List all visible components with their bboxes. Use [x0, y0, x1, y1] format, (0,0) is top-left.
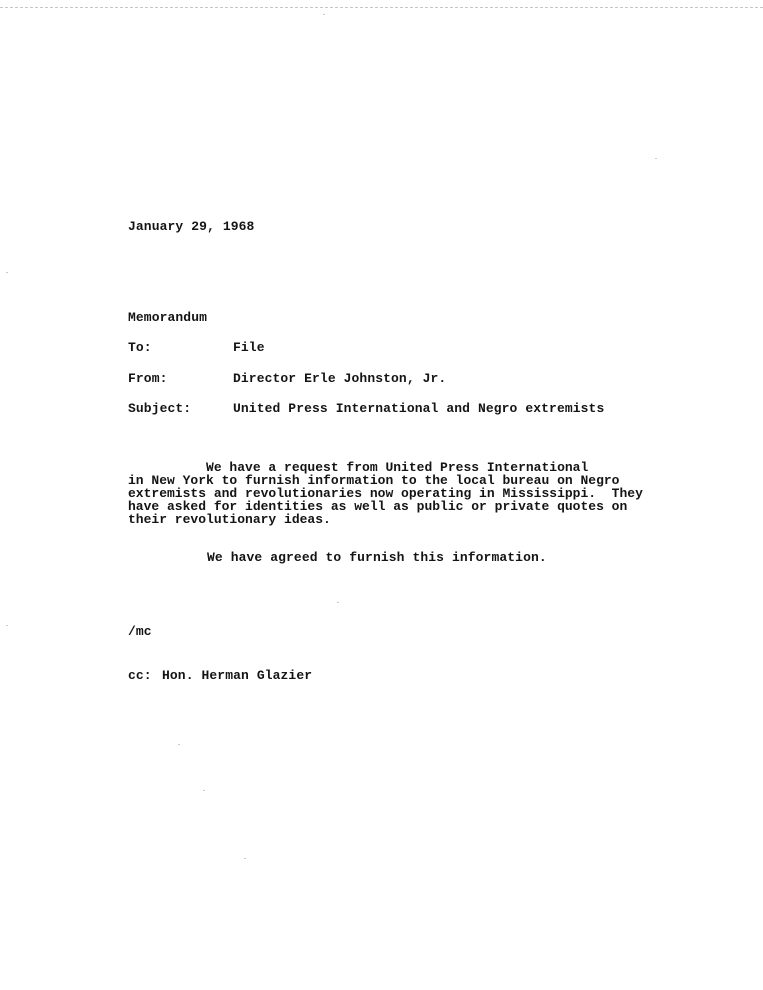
- from-value: Director Erle Johnston, Jr.: [233, 371, 447, 386]
- from-label: From:: [128, 371, 168, 386]
- to-label: To:: [128, 340, 152, 355]
- body-line: their revolutionary ideas.: [128, 512, 331, 527]
- body-line: extremists and revolutionaries now operating in Mississippi. They: [128, 486, 643, 501]
- body-line: have asked for identities as well as public or private quotes on: [128, 499, 628, 514]
- paper-speck: [6, 272, 8, 273]
- cc-value: Hon. Herman Glazier: [162, 668, 313, 683]
- paper-speck: [178, 744, 180, 745]
- to-value: File: [233, 340, 265, 355]
- paper-speck: [323, 14, 325, 15]
- body-line: in New York to furnish information to the local bureau on Negro: [128, 473, 620, 488]
- memo-date: January 29, 1968: [128, 219, 255, 234]
- paper-speck: [655, 158, 657, 159]
- body-paragraph-2: We have agreed to furnish this information.: [128, 550, 547, 565]
- body-line: We have a request from United Press International: [128, 460, 589, 475]
- subject-value: United Press International and Negro extremists: [233, 401, 605, 416]
- body-paragraph-1: [128, 460, 643, 527]
- paper-speck: [337, 602, 339, 603]
- cc-label: cc:: [128, 668, 152, 683]
- memo-doc-type: Memorandum: [128, 310, 208, 325]
- page-top-edge: [0, 0, 763, 8]
- paper-speck: [244, 858, 246, 859]
- paper-speck: [6, 625, 8, 626]
- paper-speck: [203, 790, 205, 791]
- subject-label: Subject:: [128, 401, 192, 416]
- typist-initials: /mc: [128, 624, 152, 639]
